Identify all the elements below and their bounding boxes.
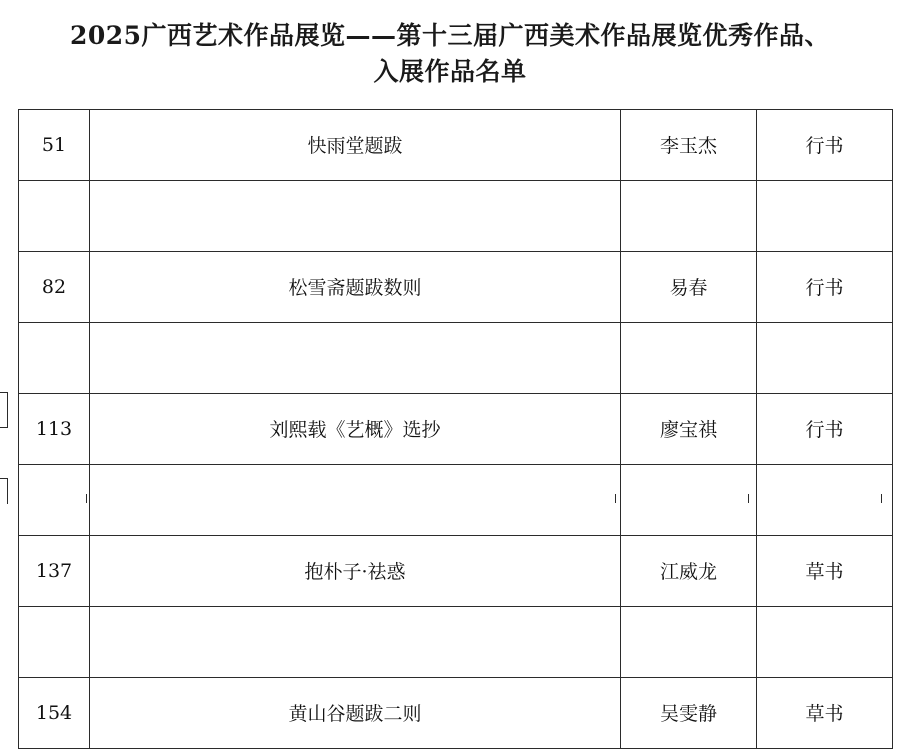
row-title: 抱朴子·祛惑 (90, 535, 621, 606)
table-row (19, 109, 893, 180)
row-author: 廖宝祺 (621, 393, 757, 464)
award-list-table-container (0, 109, 900, 749)
spacer-cell (621, 322, 757, 393)
spacer-cell (90, 322, 621, 393)
spacer-cell (621, 606, 757, 677)
column-divider (748, 494, 749, 503)
row-style: 行书 (757, 109, 893, 180)
row-spacer (19, 180, 893, 251)
row-title: 松雪斋题跋数则 (90, 251, 621, 322)
row-author: 易春 (621, 251, 757, 322)
row-style: 行书 (757, 393, 893, 464)
award-list-table (18, 109, 893, 749)
row-number: 82 (19, 251, 90, 322)
table-row (19, 393, 893, 464)
column-divider (86, 494, 87, 503)
spacer-cell (757, 322, 893, 393)
row-number: 137 (19, 535, 90, 606)
row-title: 快雨堂题跋 (90, 109, 621, 180)
spacer-cell (757, 606, 893, 677)
row-style: 行书 (757, 251, 893, 322)
row-number: 113 (19, 393, 90, 464)
table-row (19, 677, 893, 748)
row-title: 刘熙载《艺概》选抄 (90, 393, 621, 464)
left-edge-marker (0, 478, 8, 504)
row-number: 51 (19, 109, 90, 180)
row-spacer (19, 606, 893, 677)
table-row (19, 535, 893, 606)
row-author: 李玉杰 (621, 109, 757, 180)
spacer-cell (19, 606, 90, 677)
spacer-cell (757, 180, 893, 251)
page-title: 2025广西艺术作品展览——第十三届广西美术作品展览优秀作品、入展作品名单 (69, 21, 831, 87)
next-row-clipped (18, 494, 882, 503)
row-style: 草书 (757, 535, 893, 606)
row-title: 黄山谷题跋二则 (90, 677, 621, 748)
spacer-cell (19, 180, 90, 251)
spacer-cell (19, 322, 90, 393)
row-author: 吴雯静 (621, 677, 757, 748)
spacer-cell (621, 180, 757, 251)
row-style: 草书 (757, 677, 893, 748)
left-edge-marker (0, 392, 8, 428)
column-divider (615, 494, 616, 503)
row-author: 江威龙 (621, 535, 757, 606)
table-row (19, 251, 893, 322)
row-number: 154 (19, 677, 90, 748)
spacer-cell (90, 606, 621, 677)
spacer-cell (90, 180, 621, 251)
row-spacer (19, 322, 893, 393)
